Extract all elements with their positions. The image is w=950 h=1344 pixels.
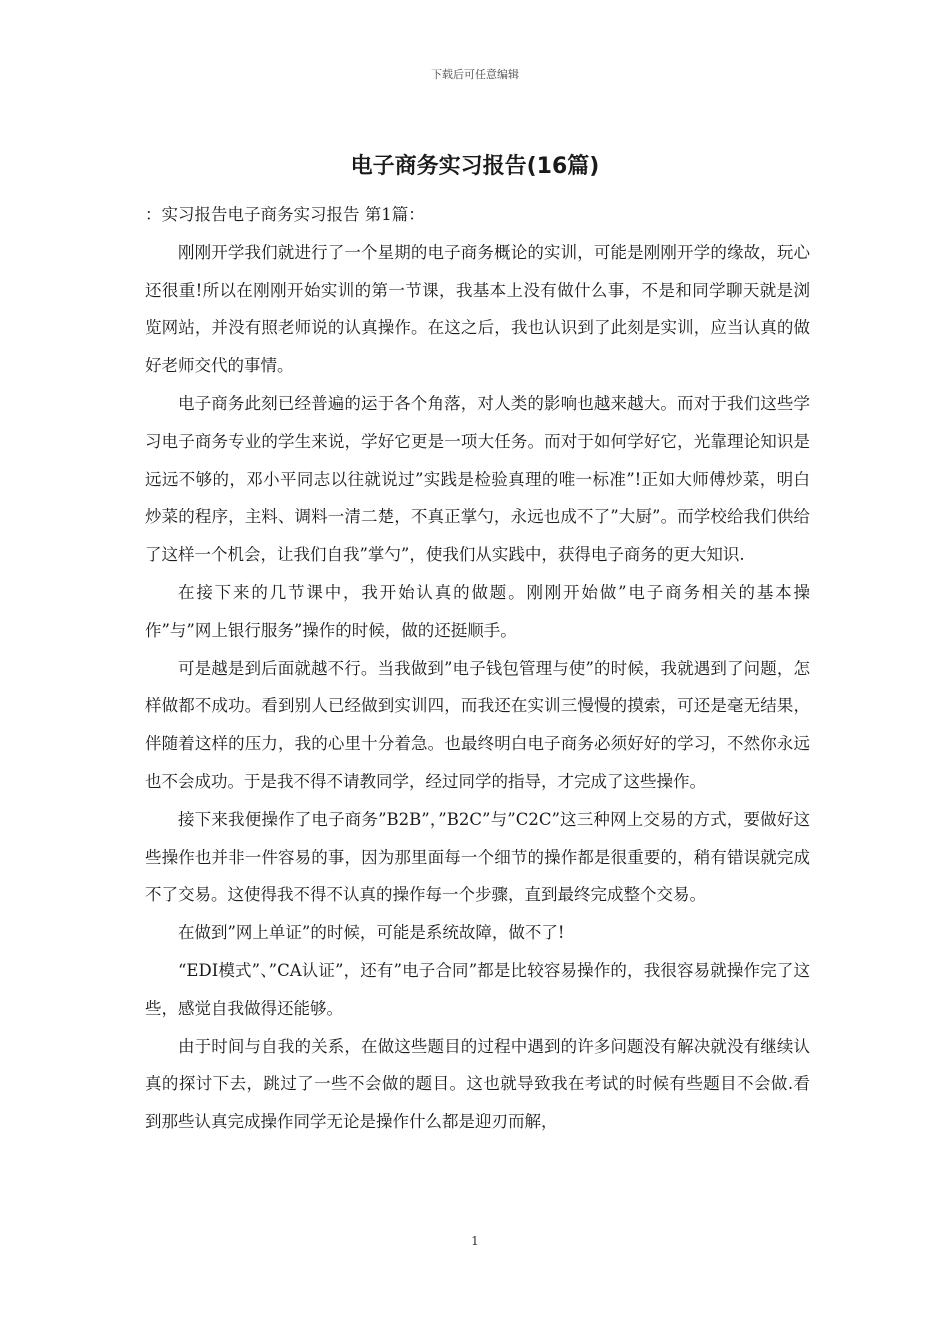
- paragraph: “EDI模式”、”CA认证”，还有”电子合同”都是比较容易操作的，我很容易就操作完了这些，感觉自我做得还能够。: [145, 960, 810, 1018]
- page-number: 1: [471, 1234, 479, 1248]
- paragraph: 在做到”网上单证”的时候，可能是系统故障，做不了!: [178, 923, 565, 943]
- paragraph: 电子商务此刻已经普遍的运于各个角落，对人类的影响也越来越大。而对于我们这些学习电子商务专业的学生来说，学好它更是一项大任务。而对于如何学好它，光靠理论知识是远远不够的，邓小平同志以往就说过”实践是检验真理的唯一标准”!正如大师傅炒菜，明白炒菜的程序，主料、调料一清二楚，不真正掌勺，永远也成不了”大厨”。而学校给我们供给了这样一个机会，让我们自我”掌勺”，使我们从实践中，获得电子商务的更大知识.: [145, 393, 810, 565]
- paragraph: 刚刚开学我们就进行了一个星期的电子商务概论的实训，可能是刚刚开学的缘故，玩心还很重!所以在刚刚开始实训的第一节课，我基本上没有做什么事，不是和同学聊天就是浏览网站，并没有照老师说的认真操作。在这之后，我也认识到了此刻是实训，应当认真的做好老师交代的事情。: [145, 242, 810, 376]
- page-header-note: 下载后可任意编辑: [431, 68, 519, 81]
- paragraph: 可是越是到后面就越不行。当我做到”电子钱包管理与使”的时候，我就遇到了问题，怎样做都不成功。看到别人已经做到实训四，而我还在实训三慢慢的摸索，可还是毫无结果，伴随着这样的压力，我的心里十分着急。也最终明白电子商务必须好好的学习，不然你永远也不会成功。于是我不得不请教同学，经过同学的指导，才完成了这些操作。: [145, 658, 810, 791]
- paragraph: 在接下来的几节课中，我开始认真的做题。刚刚开始做”电子商务相关的基本操作”与”网上银行服务”操作的时候，做的还挺顺手。: [145, 582, 810, 640]
- document-body: [145, 196, 810, 1141]
- paragraph: 接下来我便操作了电子商务”B2B”，”B2C”与”C2C”这三种网上交易的方式，要做好这些操作也并非一件容易的事，因为那里面每一个细节的操作都是很重要的，稍有错误就完成不了交易。这使得我不得不认真的操作每一个步骤，直到最终完成整个交易。: [145, 809, 810, 905]
- document-title: 电子商务实习报告(16篇): [350, 154, 600, 179]
- paragraph: 由于时间与自我的关系，在做这些题目的过程中遇到的许多问题没有解决就没有继续认真的探讨下去，跳过了一些不会做的题目。这也就导致我在考试的时候有些题目不会做.看到那些认真完成操作同学无论是操作什么都是迎刃而解，: [145, 1036, 810, 1132]
- section-subheading: ：实习报告电子商务实习报告 第1篇：: [145, 205, 425, 224]
